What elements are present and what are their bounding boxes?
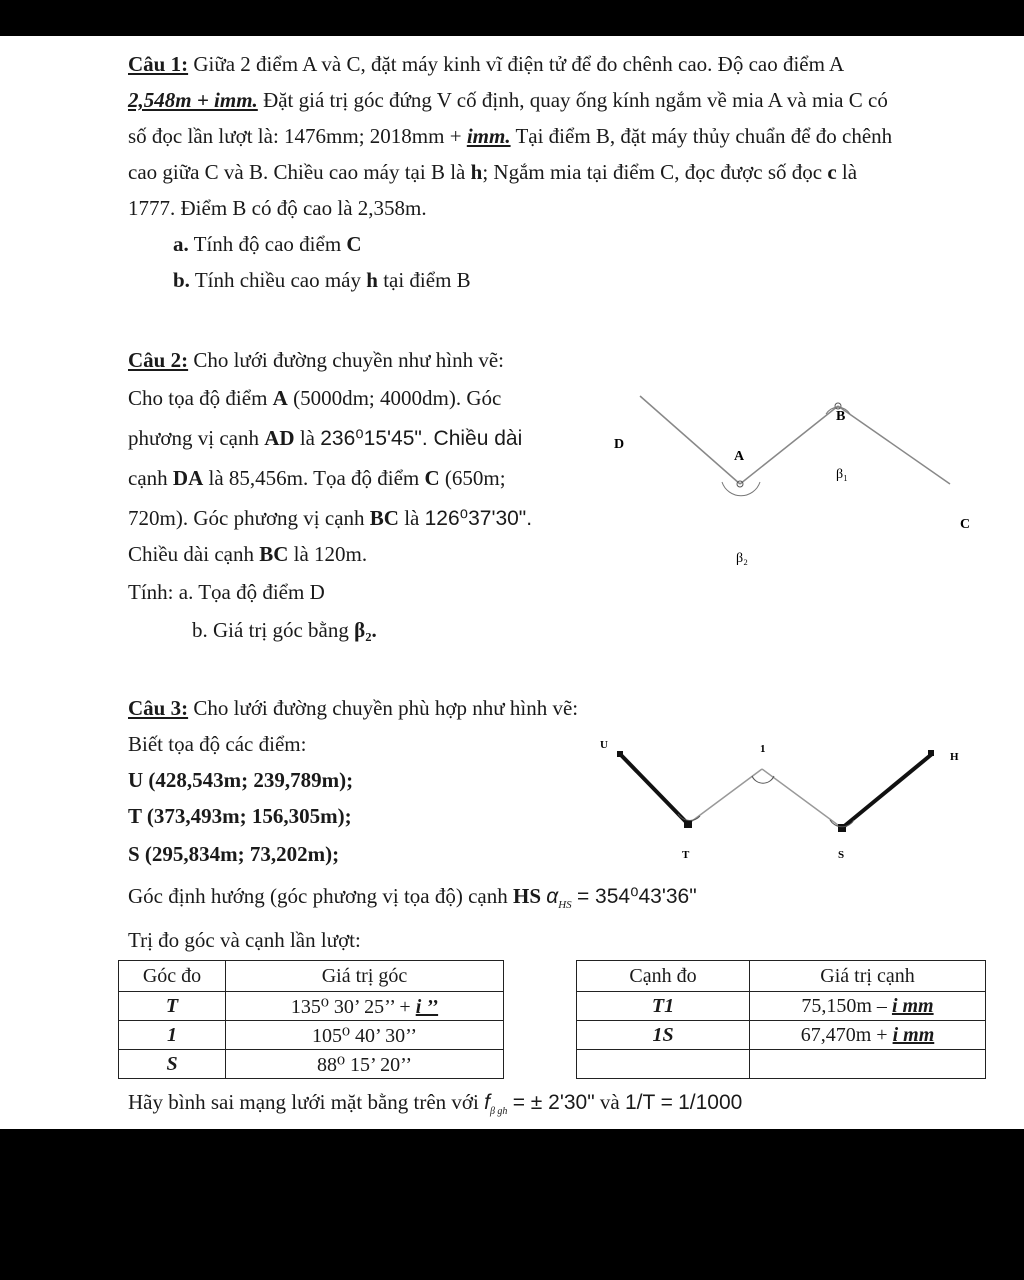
q2-task-b-text: b. Giá trị góc bằng	[192, 618, 349, 642]
q1-title: Câu 1:	[128, 52, 189, 76]
q3-coord-T: T (373,493m; 156,305m);	[128, 804, 352, 828]
q2-l2b: AD	[264, 426, 295, 450]
side-value-extra: i mm	[891, 994, 934, 1017]
q2-l4b: BC	[369, 506, 399, 530]
table-row	[119, 1021, 504, 1050]
label-D: D	[614, 437, 625, 452]
angle-row-name: S	[119, 1050, 226, 1079]
q1-line-3	[128, 124, 892, 148]
label-U: U	[600, 739, 608, 751]
q2-line-1	[128, 348, 504, 372]
q3-measured: Trị đo góc và cạnh lần lượt:	[128, 928, 361, 952]
edge-1S	[762, 769, 842, 828]
table-row	[577, 992, 986, 1021]
q3-orient-hs: HS	[512, 884, 541, 908]
side-table-header	[577, 961, 986, 992]
q2-l2c: là	[299, 426, 315, 450]
q1-text-1: Giữa 2 điểm A và C, đặt máy kinh vĩ điện tử để đo chênh cao. Độ cao điểm A	[193, 52, 845, 76]
q3-coord-S: S (295,834m; 73,202m);	[128, 842, 340, 866]
q1-a-bold: C	[346, 232, 362, 256]
q3-final-text: Hãy bình sai mạng lưới mặt bằng trên với	[128, 1090, 479, 1114]
q1-h: h	[470, 160, 483, 184]
angle-row-value	[226, 1021, 504, 1050]
q2-task-b	[192, 618, 377, 642]
q2-line-6	[128, 542, 367, 566]
q2-line-3	[128, 426, 522, 451]
edge-UT	[620, 754, 688, 824]
q1-c: c	[827, 160, 837, 184]
edge-T1	[688, 769, 762, 824]
q1-a-label: a.	[173, 232, 189, 256]
q3-alpha-sub: HS	[558, 899, 572, 912]
q1-b-bold: h	[366, 268, 378, 292]
q2-title: Câu 2:	[128, 348, 189, 372]
q2-l3d: C	[424, 466, 440, 490]
q3-title: Câu 3:	[128, 696, 189, 720]
q3-ratio-eq: =	[660, 1091, 673, 1114]
edge-SH	[842, 754, 932, 828]
q1-line-4	[128, 160, 857, 184]
angle-row-value	[226, 1050, 504, 1079]
angle-value-text: 105⁰ 40’ 30’’	[311, 1024, 418, 1047]
q2-l4d: 126⁰37'30".	[424, 507, 533, 530]
q3-known: Biết tọa độ các điểm:	[128, 732, 307, 756]
q2-line-5	[128, 506, 532, 531]
q1-text-6: ; Ngắm mia tại điểm C, đọc được số đọc	[482, 160, 823, 184]
q3-orient-val: = 354⁰43'36"	[576, 885, 697, 908]
q3-final	[128, 1090, 742, 1124]
q1-b-tail: tại điểm B	[383, 268, 471, 292]
q2-task-a: Tính: a. Tọa độ điểm D	[128, 580, 325, 604]
q2-l5b: BC	[259, 542, 289, 566]
angle-value-text: 135⁰ 30’ 25’’ +	[290, 995, 416, 1018]
q1-task-b	[173, 268, 471, 292]
edge-DA	[640, 396, 740, 484]
side-value-text: 75,150m –	[801, 994, 892, 1017]
table-row	[577, 1021, 986, 1050]
q1-text-4: Tại điểm B, đặt máy thủy chuẩn để đo chênh	[515, 124, 893, 148]
q3-and: và	[599, 1090, 620, 1114]
q2-l3c: là 85,456m. Tọa độ điểm	[208, 466, 420, 490]
angle-row-name: 1	[119, 1021, 226, 1050]
q3-alpha: α	[546, 885, 559, 908]
q3-orientation	[128, 884, 697, 917]
edge-BC	[838, 406, 950, 484]
side-value-text: 67,470m +	[800, 1023, 893, 1046]
q2-l1b: A	[272, 386, 288, 410]
table-row	[119, 1050, 504, 1079]
q3-traverse-figure	[590, 734, 990, 864]
q3-f: f	[484, 1091, 490, 1114]
q2-l5a: Chiều dài cạnh	[128, 542, 254, 566]
table-row	[577, 1050, 986, 1079]
q2-l1c: (5000dm; 4000dm). Góc	[293, 386, 502, 410]
angle-value-text: 88⁰ 15’ 20’’	[316, 1053, 413, 1076]
side-row-value	[750, 992, 986, 1021]
q2-traverse-figure	[600, 366, 1000, 566]
label-beta1: β₁	[836, 467, 849, 482]
q2-l4a: 720m). Góc phương vị cạnh	[128, 506, 365, 530]
side-row-name: 1S	[577, 1021, 750, 1050]
label-A: A	[734, 449, 745, 464]
angle-value-extra: i ’’	[415, 995, 439, 1018]
q1-text-7: là	[841, 160, 858, 184]
point-U	[617, 751, 623, 757]
side-header-value: Giá trị cạnh	[750, 961, 986, 992]
angle-table	[118, 960, 504, 1079]
q1-elevation-a: 2,548m + imm.	[128, 88, 258, 112]
side-table	[576, 960, 986, 1079]
q1-line-1	[128, 52, 844, 76]
label-T: T	[682, 849, 690, 861]
q3-coord-U: U (428,543m; 239,789m);	[128, 768, 354, 792]
q2-intro: Cho lưới đường chuyền như hình vẽ:	[193, 348, 505, 372]
q1-text-5: cao giữa C và B. Chiều cao máy tại B là	[128, 160, 466, 184]
point-T	[684, 820, 692, 828]
q1-b-text: Tính chiều cao máy	[194, 268, 361, 292]
q1-task-a	[173, 232, 362, 256]
side-row-value	[750, 1021, 986, 1050]
side-row-value	[750, 1050, 986, 1079]
angle-header-name: Góc đo	[119, 961, 226, 992]
label-1: 1	[760, 743, 766, 755]
label-C: C	[960, 517, 971, 532]
point-H	[928, 750, 934, 756]
q1-b-label: b.	[173, 268, 190, 292]
q2-l3b: DA	[172, 466, 204, 490]
q1-imm: imm.	[466, 124, 511, 148]
point-S	[838, 824, 846, 832]
q3-ratio-left: 1/T	[624, 1091, 656, 1114]
angle-1-arc	[752, 776, 774, 783]
q2-l4c: là	[404, 506, 420, 530]
q3-f-sub: β gh	[489, 1106, 508, 1118]
q1-line-5: 1777. Điểm B có độ cao là 2,358m.	[128, 196, 427, 220]
label-beta2: β₂	[736, 551, 749, 566]
table-row	[119, 992, 504, 1021]
q3-intro: Cho lưới đường chuyền phù hợp như hình vẽ:	[193, 696, 579, 720]
side-value-extra: i mm	[892, 1023, 935, 1046]
q2-l3a: cạnh	[128, 466, 168, 490]
angle-row-value	[226, 992, 504, 1021]
q2-line-4	[128, 466, 506, 490]
q2-l2d: 236⁰15'45". Chiều dài	[320, 427, 523, 450]
angle-row-name: T	[119, 992, 226, 1021]
q2-l1a: Cho tọa độ điểm	[128, 386, 268, 410]
document-page	[0, 36, 1024, 1129]
angle-header-value: Giá trị góc	[226, 961, 504, 992]
side-row-name: T1	[577, 992, 750, 1021]
angle-table-header	[119, 961, 504, 992]
label-H: H	[950, 751, 959, 763]
label-B: B	[836, 409, 846, 424]
edge-AB	[740, 406, 838, 484]
q2-l5c: là 120m.	[293, 542, 368, 566]
label-S: S	[838, 849, 845, 861]
q2-l3e: (650m;	[444, 466, 506, 490]
q2-l2a: phương vị cạnh	[128, 426, 259, 450]
q3-orient-text: Góc định hướng (góc phương vị tọa độ) cạnh	[128, 884, 508, 908]
q3-line-1	[128, 696, 578, 720]
q1-text-3: số đọc lần lượt là: 1476mm; 2018mm +	[128, 124, 462, 148]
q2-beta2: β₂.	[354, 618, 377, 642]
q3-f-val: = ± 2'30"	[512, 1091, 595, 1114]
q1-line-2	[128, 88, 888, 112]
q2-line-2	[128, 386, 501, 410]
q1-text-2: Đặt giá trị góc đứng V cố định, quay ống kính ngắm về mia A và mia C có	[263, 88, 888, 112]
q3-ratio-right: 1/1000	[678, 1091, 743, 1114]
side-row-name	[577, 1050, 750, 1079]
side-header-name: Cạnh đo	[577, 961, 750, 992]
q1-a-text: Tính độ cao điểm	[193, 232, 342, 256]
